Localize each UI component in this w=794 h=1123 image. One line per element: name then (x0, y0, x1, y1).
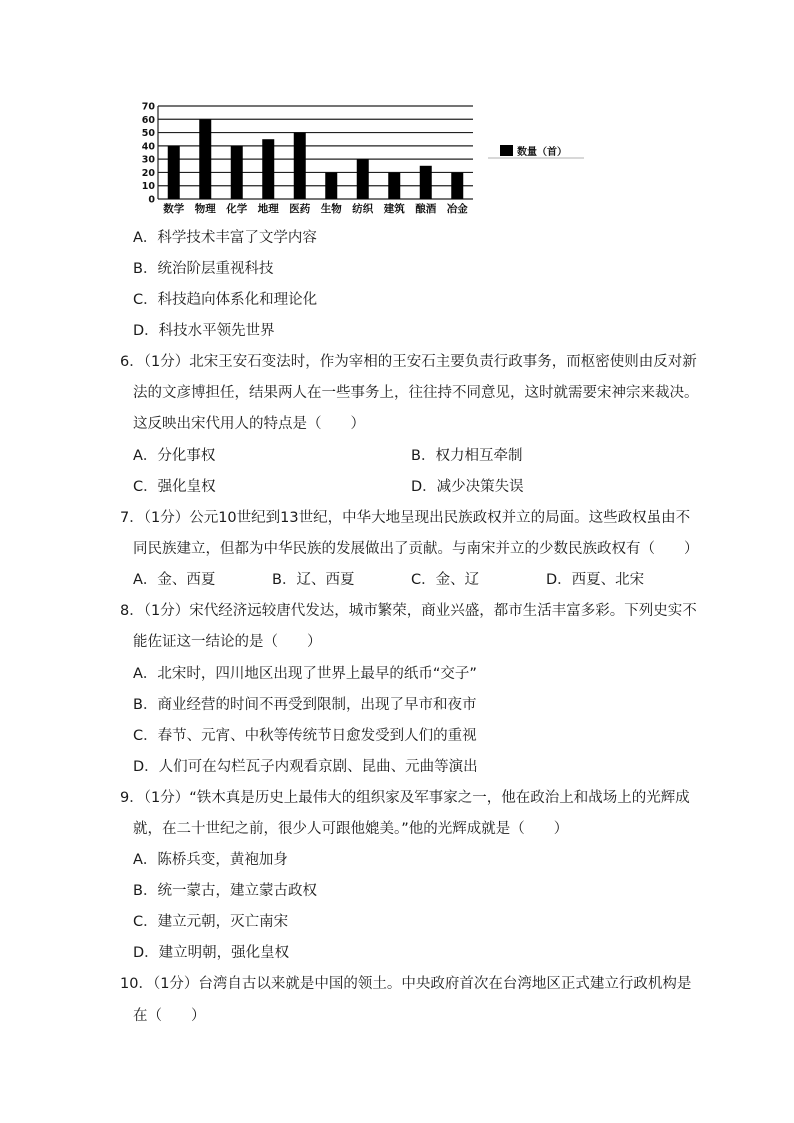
y-tick-label: 0 (148, 194, 155, 206)
q6-stem-line1: 6．（1分）北宋王安石变法时，作为宰相的王安石主要负责行政事务，而枢密使则由反对新 (120, 354, 697, 370)
bar (451, 172, 463, 199)
q7-option-c[interactable]: C．金、辽 (411, 572, 480, 588)
bar (420, 166, 432, 199)
y-tick-label: 20 (141, 167, 155, 179)
bar (388, 172, 400, 199)
q9-option-a[interactable]: A．陈桥兵变，黄袍加身 (133, 852, 288, 868)
q9-option-b[interactable]: B．统一蒙古，建立蒙古政权 (133, 883, 317, 899)
bar (294, 133, 306, 199)
legend-label: 数量（首） (517, 147, 567, 158)
q7-option-b[interactable]: B．辽、西夏 (272, 572, 355, 588)
q5-option-b[interactable]: B．统治阶层重视科技 (133, 261, 274, 277)
q7-option-d[interactable]: D．西夏、北宋 (546, 572, 645, 588)
q9-option-d[interactable]: D．建立明朝，强化皇权 (133, 945, 290, 961)
q10-stem-line1: 10．（1分）台湾自古以来就是中国的领土。中央政府首次在台湾地区正式建立行政机构是 (120, 976, 692, 992)
q5-option-d[interactable]: D．科技水平领先世界 (133, 323, 275, 339)
bar (262, 139, 274, 199)
q8-option-b[interactable]: B．商业经营的时间不再受到限制，出现了早市和夜市 (133, 697, 477, 713)
q6-stem-line3: 这反映出宋代用人的特点是（ ） (133, 416, 365, 432)
bar (199, 119, 211, 199)
y-tick-label: 60 (141, 114, 155, 126)
y-tick-label: 40 (141, 141, 155, 153)
q9-stem-line2: 就，在二十世纪之前，很少人可跟他媲美。”他的光辉成就是（ ） (133, 821, 569, 837)
x-tick-label: 酿酒 (415, 203, 437, 215)
legend-swatch (500, 145, 513, 156)
q6-option-a[interactable]: A．分化事权 (133, 448, 216, 464)
y-tick-label: 30 (141, 154, 155, 166)
q6-option-c[interactable]: C．强化皇权 (133, 479, 216, 495)
bar (357, 159, 369, 199)
q5-option-a[interactable]: A．科学技术丰富了文学内容 (133, 230, 317, 246)
q8-option-a[interactable]: A．北宋时，四川地区出现了世界上最早的纸币“交子” (133, 666, 477, 682)
x-tick-label: 生物 (320, 203, 342, 215)
q7-stem-line2: 同民族建立，但都为中华民族的发展做出了贡献。与南宋并立的少数民族政权有（ ） (133, 541, 699, 557)
q6-stem-line2: 法的文彦博担任，结果两人在一些事务上，往往持不同意见，这时就需要宋神宗来裁决。 (133, 385, 699, 401)
x-tick-label: 地理 (257, 203, 279, 215)
q8-stem-line1: 8．（1分）宋代经济远较唐代发达，城市繁荣，商业兴盛，都市生活丰富多彩。下列史实不 (120, 603, 697, 619)
y-tick-label: 50 (141, 128, 155, 140)
x-tick-label: 化学 (226, 203, 248, 215)
q6-option-b[interactable]: B．权力相互牵制 (411, 448, 523, 464)
q7-stem-line1: 7．（1分）公元10世纪到13世纪，中华大地呈现出民族政权并立的局面。这些政权虽由不 (120, 510, 691, 526)
q8-option-c[interactable]: C．春节、元宵、中秋等传统节日愈发受到人们的重视 (133, 728, 477, 744)
x-tick-label: 纺织 (352, 203, 374, 215)
x-tick-label: 医药 (289, 203, 311, 215)
q7-option-a[interactable]: A．金、西夏 (133, 572, 216, 588)
q9-stem-line1: 9．（1分）“铁木真是历史上最伟大的组织家及军事家之一，他在政治上和战场上的光辉成 (120, 790, 690, 806)
q8-option-d[interactable]: D．人们可在勾栏瓦子内观看京剧、昆曲、元曲等演出 (133, 759, 478, 775)
q6-option-d[interactable]: D．减少决策失误 (411, 479, 524, 495)
y-tick-label: 70 (141, 101, 155, 113)
bar-chart-svg (128, 98, 588, 222)
x-tick-label: 冶金 (446, 203, 468, 215)
bar (168, 146, 180, 199)
q5-option-c[interactable]: C．科技趋向体系化和理论化 (133, 292, 318, 308)
q8-stem-line2: 能佐证这一结论的是（ ） (133, 634, 322, 650)
bar (231, 146, 243, 199)
x-tick-label: 数学 (163, 203, 185, 215)
q9-option-c[interactable]: C．建立元朝，灭亡南宋 (133, 914, 289, 930)
y-tick-label: 10 (141, 181, 155, 193)
x-tick-label: 建筑 (383, 203, 405, 215)
q10-stem-line2: 在（ ） (133, 1008, 206, 1024)
bar-chart (128, 98, 588, 222)
bar (325, 172, 337, 199)
x-tick-label: 物理 (194, 203, 216, 215)
